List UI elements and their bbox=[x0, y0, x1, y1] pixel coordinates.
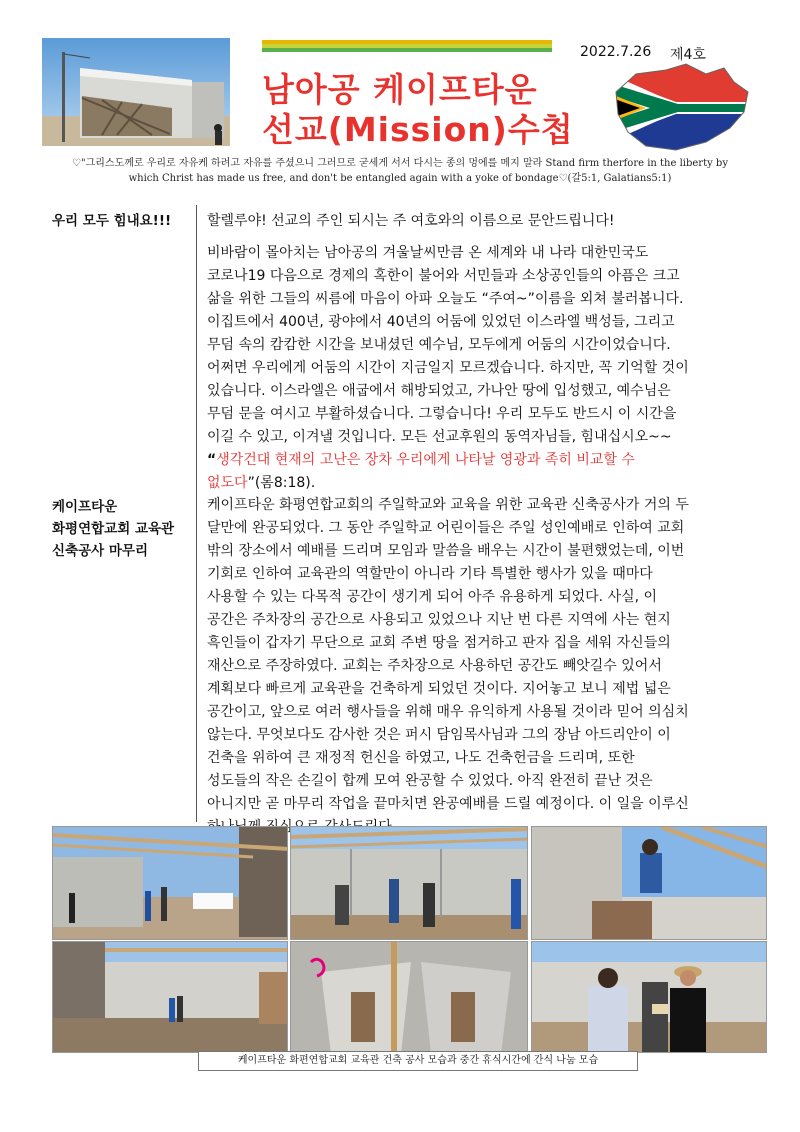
stripe-green bbox=[262, 48, 552, 52]
section1-body bbox=[207, 210, 750, 233]
section2-line: 사용할 수 있는 다목적 공간이 생기게 되어 아주 유용하게 되었다. 사실, 이 bbox=[207, 589, 658, 605]
photo-caption: 케이프타운 화편연합교회 교육관 건축 공사 모습과 중간 휴식시간에 간식 나눔 모습 bbox=[198, 1051, 638, 1071]
workers-building-walls-photo bbox=[290, 826, 528, 940]
section2-line: 공간은 주차장의 공간으로 사용되고 있었으나 지난 번 다른 지역에 사는 현지 bbox=[207, 612, 671, 628]
building-construction-photo bbox=[42, 38, 230, 146]
foundation-closeup-photo bbox=[290, 941, 528, 1053]
verse-line-1: ♡"그리스도께로 우리로 자유케 하려고 자유를 주셨으니 그러므로 굳세게 서서 다시는 종의 멍에를 메지 말라 Stand firm therfore in the liberty by bbox=[72, 158, 728, 169]
section2-line: 재산으로 주장하였다. 교회는 주차장으로 사용하던 공간도 빼앗길수 있어서 bbox=[207, 658, 662, 674]
section2-line: 기회로 인하여 교육관의 역할만이 아니라 기타 특별한 행사가 있을 때마다 bbox=[207, 566, 653, 582]
scripture-quote-line bbox=[207, 449, 750, 472]
section2-line: 아니지만 곧 마무리 작업을 끝마치면 완공예배를 드릴 예정이다. 이 일을 이루신 bbox=[207, 796, 689, 812]
issue-date: 2022.7.26 bbox=[580, 44, 652, 60]
construction-site-photo bbox=[52, 826, 288, 940]
section1-line: 이집트에서 400년, 광야에서 40년의 어둠에 있었던 이스라엘 백성들, 그리고 bbox=[207, 314, 675, 330]
south-africa-flag-map-icon bbox=[606, 62, 756, 154]
section2-heading-line: 신축공사 마무리 bbox=[52, 543, 148, 559]
section1-heading: 우리 모두 힘내요!!! bbox=[52, 213, 172, 229]
section1-paragraph bbox=[207, 242, 750, 495]
section2-body bbox=[207, 494, 750, 839]
newsletter-title-line1: 남아공 케이프타운 bbox=[262, 70, 538, 109]
section2-line: 달만에 완공되었다. 그 동안 주일학교 어린이들은 주일 성인예배로 인하여 교회 bbox=[207, 520, 685, 536]
section1-line: 무덤 문을 여시고 부활하셨습니다. 그렇습니다! 우리 모두도 반드시 이 시간을 bbox=[207, 406, 677, 422]
scripture-quote-line bbox=[207, 472, 750, 495]
bible-verse bbox=[50, 156, 750, 186]
section2-heading-line: 화평연합교회 교육관 bbox=[52, 521, 175, 537]
section1-line: 무덤 속의 캄캄한 시간을 보내셨던 예수님, 모두에게 어둠의 시간이었습니다. bbox=[207, 337, 671, 353]
hall-interior-photo bbox=[52, 941, 288, 1053]
section2-heading-line: 케이프타운 bbox=[52, 499, 118, 515]
section1-line: 삶을 위한 그들의 씨름에 마음이 아파 오늘도 “주여~”이름을 외쳐 불러봅니다. bbox=[207, 291, 684, 307]
quote-open-mark: “ bbox=[207, 452, 217, 468]
issue-number: 제4호 bbox=[670, 47, 706, 63]
section2-line: 밖의 장소에서 예배를 드리며 모임과 말씀을 배우는 시간이 불편했었는데, 이번 bbox=[207, 543, 685, 559]
section2-line: 케이프타운 화평연합교회의 주일학교와 교육을 위한 교육관 신축공사가 거의 두 bbox=[207, 497, 689, 513]
section1-line: 어쩌면 우리에게 어둠의 시간이 지금일지 모르겠습니다. 하지만, 꼭 기억할 것이 bbox=[207, 360, 689, 376]
quote-reference: ”(롬8:18). bbox=[247, 475, 316, 491]
section1-line: 할렐루야! 선교의 주인 되시는 주 여호와의 이름으로 문안드립니다! bbox=[207, 213, 615, 229]
quote-red-line1: 생각건대 현재의 고난은 장차 우리에게 나타날 영광과 족히 비교할 수 bbox=[216, 452, 635, 468]
verse-line-2: which Christ has made us free, and don't be entangled again with a yoke of bondage♡(갈5:1, Galatians5:1) bbox=[128, 173, 672, 184]
section2-line: 공간이고, 앞으로 여러 행사들을 위해 매우 유익하게 사용될 것이라 믿어 의심치 bbox=[207, 704, 689, 720]
section1-line: 코로나19 다음으로 경제의 혹한이 불어와 서민들과 소상공인들의 아픔은 크고 bbox=[207, 268, 680, 284]
snack-sharing-photo bbox=[531, 941, 767, 1053]
section2-line: 않는다. 무엇보다도 감사한 것은 퍼시 담임목사님과 그의 장남 아드리안이 이 bbox=[207, 727, 671, 743]
quote-red-line2: 없도다 bbox=[207, 475, 248, 491]
title-stripe bbox=[262, 40, 552, 52]
section1-line: 비바람이 몰아치는 남아공의 겨울날씨만큼 온 세계와 내 나라 대한민국도 bbox=[207, 245, 649, 261]
worker-laying-blocks-photo bbox=[531, 826, 767, 940]
section2-line: 흑인들이 갑자기 무단으로 교회 주변 땅을 점거하고 판자 집을 세워 자신들의 bbox=[207, 635, 671, 651]
section1-line: 이길 수 있고, 이겨낼 것입니다. 모든 선교후원의 동역자님들, 힘내십시오~~ bbox=[207, 429, 672, 445]
header-photo bbox=[42, 38, 230, 146]
newsletter-title-line2: 선교(Mission)수첩 bbox=[262, 110, 574, 149]
section2-heading bbox=[52, 496, 174, 562]
section1-line: 있습니다. 이스라엘은 애굽에서 해방되었고, 가나안 땅에 입성했고, 예수님은 bbox=[207, 383, 671, 399]
column-divider bbox=[196, 205, 197, 822]
logo-container bbox=[606, 62, 756, 154]
section2-line: 성도들의 작은 손길이 합께 모여 완공할 수 있었다. 아직 완전히 끝난 것은 bbox=[207, 773, 653, 789]
section2-line: 계획보다 빠르게 교육관을 건축하게 되었던 것이다. 지어놓고 보니 제법 넓은 bbox=[207, 681, 671, 697]
section2-line: 건축을 위하여 큰 재정적 헌신을 하였고, 나도 건축헌금을 드리며, 또한 bbox=[207, 750, 635, 766]
